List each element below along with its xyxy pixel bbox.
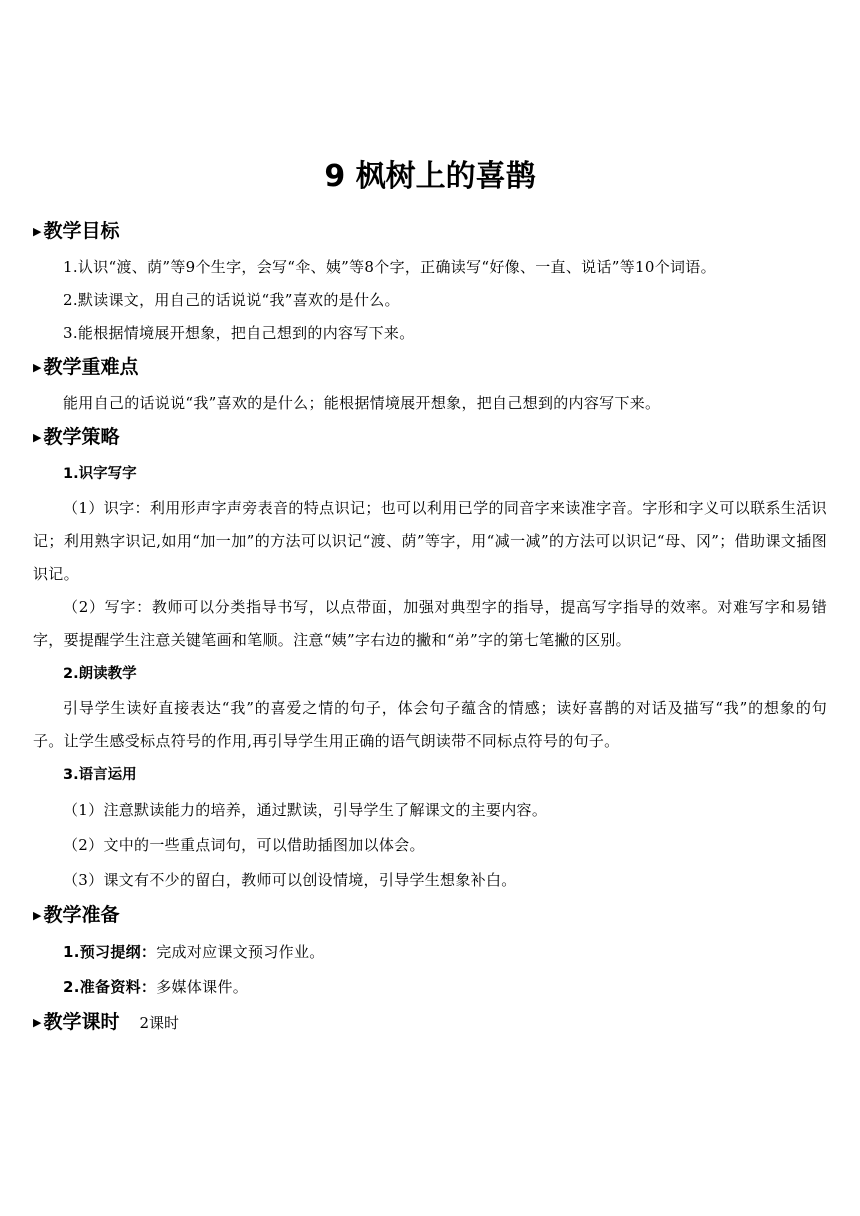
document-body [33,214,827,1042]
triangle-bullet-icon: ▶ [33,909,42,922]
strategy-list-item: （1）注意默读能力的培养，通过默读，引导学生了解课文的主要内容。 [63,801,548,819]
triangle-bullet-icon: ▶ [33,361,42,374]
strategy-paragraph: （1）识字：利用形声字声旁表音的特点识记；也可以利用已学的同音字来读准字音。字形和字义可以联系生活识记；利用熟字识记,如用“加一加”的方法可以识记“渡、荫”等字，用“减一减”的方法可以识记“母、冈”；借助课文插图识记。 [33,499,827,583]
objective-item: 1.认识“渡、荫”等9个生字，会写“伞、姨”等8个字，正确读写“好像、一直、说话”等10个词语。 [63,258,716,276]
document-title: 9 枫树上的喜鹊 [324,159,536,194]
preparation-item-text: 多媒体课件。 [156,978,249,996]
preparation-item-label: 2.准备资料： [63,978,157,996]
preparation-item [33,935,827,970]
objective-item: 3.能根据情境展开想象，把自己想到的内容写下来。 [63,324,415,342]
triangle-bullet-icon: ▶ [33,431,42,444]
strategy-paragraph: （2）写字：教师可以分类指导书写，以点带面，加强对典型字的指导，提高写字指导的效率。对难写字和易错字，要提醒学生注意关键笔画和笔顺。注意“姨”字右边的撇和“弟”字的第七笔撇的区别。 [33,598,827,649]
hours-value: 2课时 [139,1014,180,1032]
section-heading-hours [33,1005,827,1042]
triangle-bullet-icon: ▶ [33,225,42,238]
preparation-item [33,970,827,1005]
section-heading-label: 教学重难点 [43,356,139,378]
section-heading-strategies [33,420,827,457]
key-points-text: 能用自己的话说说“我”喜欢的是什么；能根据情境展开想象，把自己想到的内容写下来。 [63,394,661,412]
strategy-paragraph: 引导学生读好直接表达“我”的喜爱之情的句子，体会句子蕴含的情感；读好喜鹊的对话及描写“我”的想象的句子。让学生感受标点符号的作用,再引导学生用正确的语气朗读带不同标点符号的句子。 [33,699,827,750]
section-heading-label: 教学目标 [43,220,120,242]
strategy-list-item: （2）文中的一些重点词句，可以借助插图加以体会。 [63,836,425,854]
section-heading-label: 教学策略 [43,426,120,448]
section-heading-key-points [33,350,827,387]
section-heading-label: 教学准备 [43,904,120,926]
strategy-subheading: 2.朗读教学 [63,666,137,682]
triangle-bullet-icon: ▶ [33,1016,42,1029]
strategy-subheading: 1.识字写字 [63,466,137,482]
preparation-item-text: 完成对应课文预习作业。 [156,943,325,961]
strategy-subheading: 3.语言运用 [63,767,137,783]
objective-item: 2.默读课文，用自己的话说说“我”喜欢的是什么。 [63,291,400,309]
preparation-item-label: 1.预习提纲： [63,943,157,961]
section-heading-objectives [33,214,827,251]
section-heading-preparation [33,898,827,935]
strategy-list-item: （3）课文有不少的留白，教师可以创设情境，引导学生想象补白。 [63,871,517,889]
section-heading-label: 教学课时 [43,1011,120,1033]
